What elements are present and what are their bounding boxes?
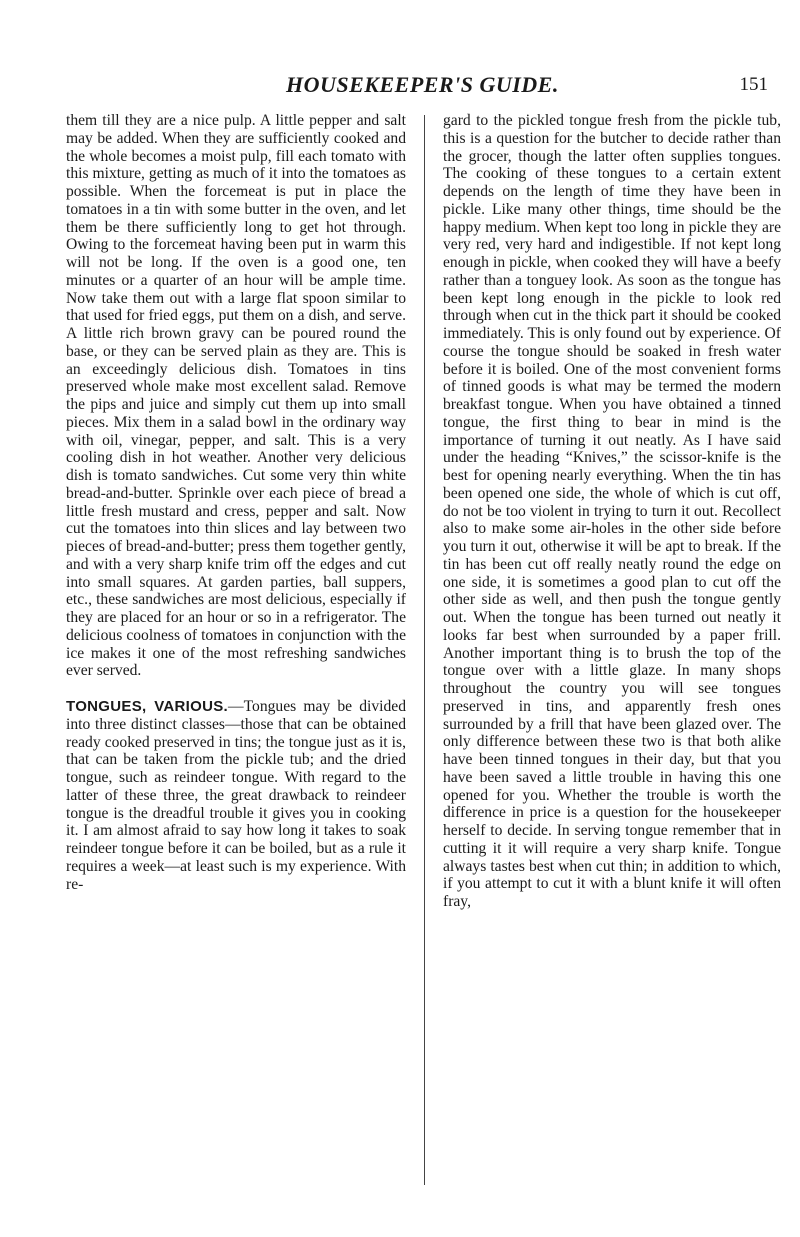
- running-title: HOUSEKEEPER'S GUIDE.: [286, 72, 559, 97]
- body-paragraph: gard to the pickled tongue fresh from the pickle tub, this is a question for the butcher to decide rather than the grocer, though the latter often supplies tongues. The cooking of these tongues to a certain extent depends on the length of time they have been in pickle. Like many other things, time should be the happy medium. When kept too long in pickle they are very red, very hard and indigestible. If not kept long enough in pickle, when cooked they will have a beefy rather than a tonguey look. As soon as the tongue has been kept long enough in the pickle to look red through when cut in the thick part it should be cooked immediately. This is only found out by experience. Of course the tongue should be soaked in fresh water before it is boiled. One of the most convenient forms of tinned goods is what may be termed the modern breakfast tongue. When you have obtained a tinned tongue, the first thing to bear in mind is the importance of turning it out neatly. As I have said under the heading “Knives,” the scissor-knife is the best for opening nearly everything. When the tin has been opened one side, the whole of which is cut off, do not be too violent in trying to turn it out. Recollect also to make some air-holes in the other side before you turn it out, otherwise it will be apt to break. If the tin has been cut off really neatly round the edge on one side, it is sometimes a good plan to cut off the other side as well, and then push the tongue gently out. When the tongue has been turned out neatly it looks far best when surrounded by a paper frill. Another important thing is to brush the top of the tongue over with a little glaze. In many shops throughout the country you will see tongues preserved in tins, and apparently fresh ones surrounded by a frill that have been glazed over. The only difference between these two is that both alike have been tinned tongues in their day, but that you have been saved a little trouble in having this one opened for you. Whether the trouble is worth the difference in price is a question for the housekeeper herself to decide. In serving tongue remember that in cutting it it will require a very sharp knife. Tongue always tastes best when cut thin; in addition to which, if you attempt to cut it with a blunt knife it will often fray,: [443, 112, 781, 910]
- left-column: [66, 112, 406, 893]
- right-column: [443, 112, 781, 911]
- body-paragraph: [66, 698, 406, 893]
- section-text: —Tongues may be divided into three distinct classes—those that can be obtained ready cooked preserved in tins; the tongue just as it is, that can be taken from the pickle tub; and the dried tongue, such as reindeer tongue. With regard to the latter of these three, the great drawback to reindeer tongue is the dreadful trouble it gives you in cooking it. I am almost afraid to say how long it takes to soak reindeer tongue before it can be boiled, but as a rule it requires a week—at least such is my experience. With re-: [66, 698, 407, 893]
- section-heading: TONGUES, VARIOUS.: [66, 698, 228, 715]
- column-divider: [424, 115, 425, 1185]
- body-paragraph: them till they are a nice pulp. A little pepper and salt may be added. When they are sufficiently cooked and the whole becomes a moist pulp, fill each tomato with this mixture, getting as much of it into the tomatoes as possible. When the forcemeat is put in place the tomatoes in a tin with some butter in the oven, and let them be there sufficiently long to get hot through. Owing to the forcemeat having been put in warm this will not be long. If the oven is a good one, ten minutes or a quarter of an hour will be ample time. Now take them out with a large flat spoon similar to that used for fried eggs, put them on a dish, and serve. A little rich brown gravy can be poured round the base, or they can be served plain as they are. This is an exceedingly delicious dish. Tomatoes in tins preserved whole make most excellent salad. Remove the pips and juice and simply cut them up into small pieces. Mix them in a salad bowl in the ordinary way with oil, vinegar, pepper, and salt. This is a very cooling dish in hot weather. Another very delicious dish is tomato sandwiches. Cut some very thin white bread-and-butter. Sprinkle over each piece of bread a little fresh mustard and cress, pepper and salt. Now cut the tomatoes into thin slices and lay between two pieces of bread-and-butter; press them together gently, and with a very sharp knife trim off the edges and cut into small squares. At garden parties, ball suppers, etc., these sandwiches are most delicious, especially if they are placed for an hour or so in a refrigerator. The delicious coolness of tomatoes in conjunction with the ice makes it one of the most refreshing sandwiches ever served.: [66, 112, 406, 680]
- page-header: [112, 72, 768, 102]
- page-number: 151: [739, 74, 768, 95]
